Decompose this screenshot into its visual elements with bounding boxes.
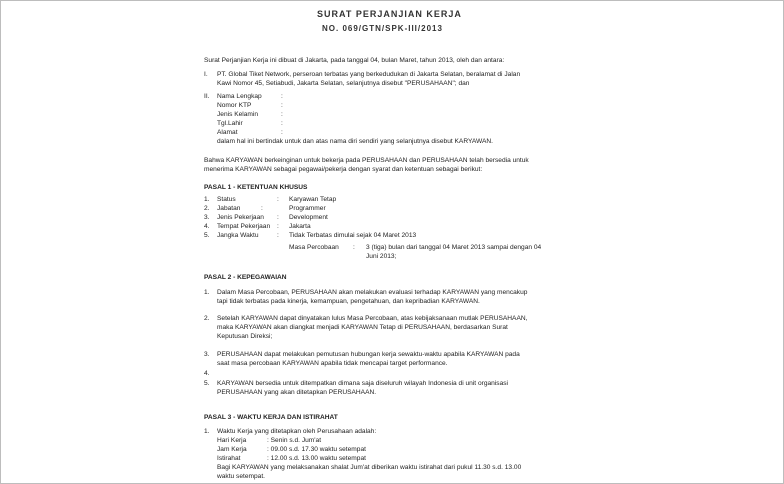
field-colon: : xyxy=(281,93,283,100)
pasal2-item-line: PERUSAHAAN dapat melakukan pemutusan hubungan kerja sewaktu-waktu apabila KARYAWAN pada xyxy=(217,351,520,358)
field-colon: : xyxy=(281,111,283,118)
pasal1-item-num: 3. xyxy=(204,214,210,221)
field-address-label: Alamat xyxy=(217,129,238,136)
pasal3-intro: Waktu Kerja yang ditetapkan oleh Perusahaan adalah: xyxy=(217,428,377,435)
intro-text: Surat Perjanjian Kerja ini dibuat di Jakarta, pada tanggal 04, bulan Maret, tahun 2013, oleh dan antara: xyxy=(204,57,505,64)
pasal1-item-label: Tempat Pekerjaan xyxy=(217,223,271,230)
field-colon: : xyxy=(281,129,283,136)
pasal2-item-line: tapi tidak terbatas pada kinerja, kemampuan, pengetahuan, dan kepribadian KARYAWAN. xyxy=(217,298,480,305)
probation-label: Masa Percobaan xyxy=(289,244,339,251)
pasal2-heading: PASAL 2 - KEPEGAWAIAN xyxy=(204,274,287,281)
pasal1-item-colon: : xyxy=(277,196,279,203)
pasal1-item-value: Tidak Terbatas dimulai sejak 04 Maret 2013 xyxy=(289,232,417,239)
pasal2-item-line: KARYAWAN bersedia untuk ditempatkan dimana saja diseluruh wilayah Indonesia di unit organisasi xyxy=(217,380,509,387)
probation-colon: : xyxy=(353,244,355,251)
pasal1-item-colon: : xyxy=(277,214,279,221)
pasal2-item-line: PERUSAHAAN yang akan ditetapkan PERUSAHAAN. xyxy=(217,389,377,396)
pasal2-item-line: Setelah KARYAWAN dapat dinyatakan lulus Masa Percobaan, atas kebijaksanaan mutlak PERUSAHAAN, xyxy=(217,315,528,322)
pasal1-item-colon: : xyxy=(277,232,279,239)
pasal1-heading: PASAL 1 - KETENTUAN KHUSUS xyxy=(204,184,308,191)
pasal1-item-value: Karyawan Tetap xyxy=(289,196,337,203)
work-time-label: Jam Kerja xyxy=(217,446,247,453)
pasal3-note-line1: Bagi KARYAWAN yang melaksanakan shalat Jum'at diberikan waktu istirahat dari pukul 11.30 s.d. 13.00 xyxy=(217,464,522,471)
field-gender-label: Jenis Kelamin xyxy=(217,111,259,118)
agreement-line1: Bahwa KARYAWAN berkeinginan untuk bekerja pada PERUSAHAAN dan PERUSAHAAN telah bersedia untuk xyxy=(204,157,529,164)
pasal1-item-label: Jenis Pekerjaan xyxy=(217,214,264,221)
pasal1-item-num: 1. xyxy=(204,196,210,203)
pasal2-item-num: 5. xyxy=(204,380,210,387)
party1-number: I. xyxy=(204,71,208,78)
pasal2-item-line: maka KARYAWAN akan diangkat menjadi KARYAWAN Tetap di PERUSAHAAN, berdasarkan Surat xyxy=(217,324,508,331)
field-ktp-label: Nomor KTP xyxy=(217,102,252,109)
pasal3-item-num: 1. xyxy=(204,428,210,435)
pasal2-item-line: Keputusan Direksi; xyxy=(217,333,273,340)
party2-closing: dalam hal ini bertindak untuk dan atas nama diri sendiri yang selanjutnya disebut KARYAWAN. xyxy=(217,138,493,145)
pasal2-item-num: 4. xyxy=(204,370,210,377)
pasal2-item-num: 2. xyxy=(204,315,210,322)
party2-number: II. xyxy=(204,93,210,100)
pasal1-item-value: Jakarta xyxy=(289,223,311,230)
agreement-line2: menerima KARYAWAN sebagai pegawai/pekerja dengan syarat dan ketentuan sebagai berikut: xyxy=(204,166,483,173)
party1-line1: PT. Global Tiket Network, perseroan terbatas yang berkedudukan di Jakarta Selatan, beralamat di Jalan xyxy=(217,71,521,78)
pasal1-item-num: 2. xyxy=(204,205,210,212)
field-colon: : xyxy=(281,102,283,109)
pasal1-item-value: Development xyxy=(289,214,328,221)
pasal2-item-line: saat masa percobaan KARYAWAN apabila tidak mencapai target performance. xyxy=(217,360,448,367)
field-name-label: Nama Lengkap xyxy=(217,93,262,100)
probation-line2: Juni 2013; xyxy=(366,253,397,260)
work-time-value: : 09.00 s.d. 17.30 waktu setempat xyxy=(267,446,366,453)
probation-line1: 3 (tiga) bulan dari tanggal 04 Maret 2013 sampai dengan 04 xyxy=(366,244,542,251)
pasal1-item-label: Jabatan xyxy=(217,205,241,212)
pasal1-item-label: Status xyxy=(217,196,236,203)
pasal1-item-colon: : xyxy=(277,223,279,230)
pasal2-item-line: Dalam Masa Percobaan, PERUSAHAAN akan melakukan evaluasi terhadap KARYAWAN yang mencakup xyxy=(217,289,528,296)
pasal2-item-num: 3. xyxy=(204,351,210,358)
pasal2-item-num: 1. xyxy=(204,289,210,296)
document-title: SURAT PERJANJIAN KERJA xyxy=(317,9,462,19)
party1-line2: Kawi Nomor 45, Setiabudi, Jakarta Selatan, selanjutnya disebut "PERUSAHAAN"; dan xyxy=(217,80,470,87)
field-colon: : xyxy=(281,120,283,127)
work-time-label: Hari Kerja xyxy=(217,437,247,444)
work-time-value: : Senin s.d. Jum'at xyxy=(267,437,322,444)
pasal3-heading: PASAL 3 - WAKTU KERJA DAN ISTIRAHAT xyxy=(204,414,338,421)
pasal1-item-value: Programmer xyxy=(289,205,326,212)
field-birthdate-label: Tgl.Lahir xyxy=(217,120,243,127)
pasal1-item-num: 5. xyxy=(204,232,210,239)
document-number: NO. 069/GTN/SPK-III/2013 xyxy=(322,24,443,33)
work-time-label: Istirahat xyxy=(217,455,241,462)
work-time-value: : 12.00 s.d. 13.00 waktu setempat xyxy=(267,455,366,462)
pasal1-item-num: 4. xyxy=(204,223,210,230)
pasal1-item-colon: : xyxy=(261,205,263,212)
pasal3-note-line2: waktu setempat. xyxy=(217,473,266,480)
pasal1-item-label: Jangka Waktu xyxy=(217,232,259,239)
